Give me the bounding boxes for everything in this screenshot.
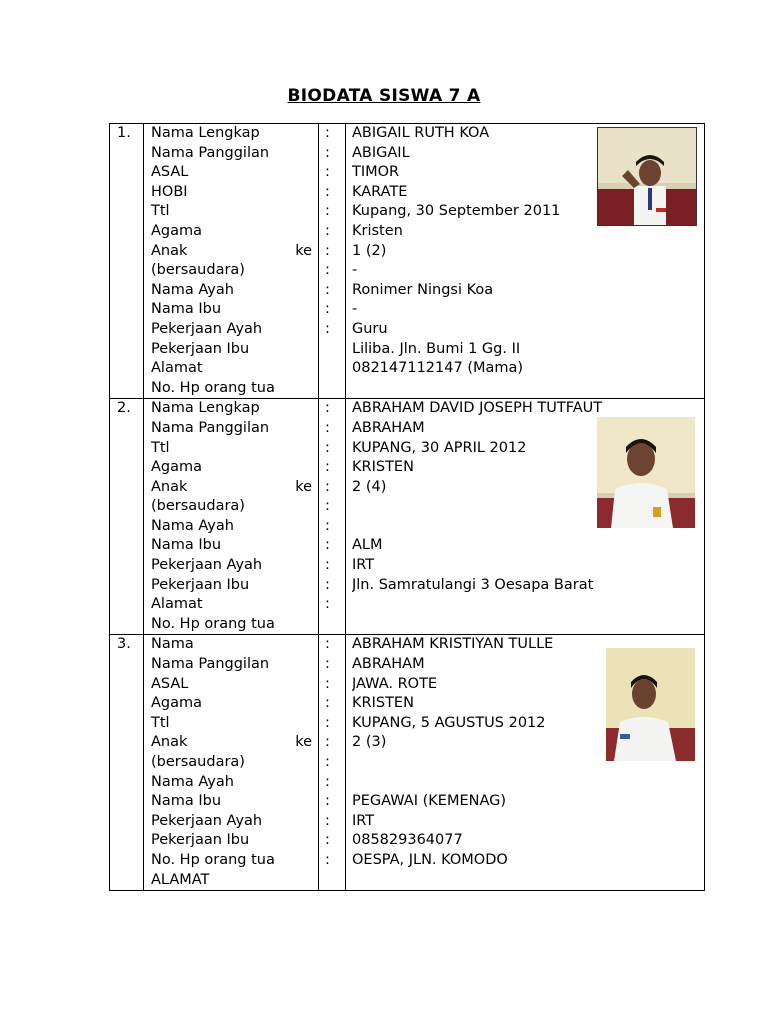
colon-separator (325, 359, 345, 379)
colon-separator: : (325, 164, 330, 181)
student-photo-3 (606, 648, 695, 761)
field-label-anak-ke (151, 242, 312, 262)
field-value: Liliba. Jln. Bumi 1 Gg. II (352, 340, 521, 357)
colon-separator: : (325, 125, 330, 141)
field-label: Pekerjaan Ibu (151, 340, 250, 357)
field-label: Pekerjaan Ibu (151, 576, 250, 593)
field-label-ke: ke (295, 734, 312, 751)
student-number-cell (110, 635, 144, 891)
field-label: No. Hp orang tua (151, 851, 275, 868)
field-label: Alamat (151, 360, 203, 377)
field-value: - (352, 301, 358, 318)
field-value: ABIGAIL RUTH KOA (352, 125, 490, 141)
field-label: Pekerjaan Ayah (151, 812, 263, 829)
field-value (352, 379, 704, 399)
field-label: Nama Lengkap (151, 400, 260, 417)
student-number: 3. (117, 636, 131, 653)
field-label: Ttl (151, 439, 170, 456)
colon-separator: : (325, 695, 330, 712)
field-label: Pekerjaan Ayah (151, 557, 263, 574)
colon-separator: : (325, 714, 330, 731)
field-label-ke: ke (295, 478, 312, 495)
colon-cell (319, 124, 346, 399)
field-value: KRISTEN (352, 459, 414, 476)
colon-cell (319, 399, 346, 635)
colon-separator: : (325, 773, 330, 790)
field-label: Pekerjaan Ibu (151, 832, 250, 849)
field-label: Nama Lengkap (151, 125, 260, 141)
colon-separator: : (325, 281, 330, 298)
colon-separator: : (325, 242, 330, 259)
colon-separator: : (325, 734, 330, 751)
field-value: 085829364077 (352, 832, 463, 849)
field-value: KUPANG, 5 AGUSTUS 2012 (352, 714, 546, 731)
colon-separator: : (325, 301, 330, 318)
colon-separator: : (325, 557, 330, 574)
field-value: ABIGAIL (352, 144, 410, 161)
field-label: Agama (151, 695, 203, 712)
colon-separator: : (325, 320, 330, 337)
field-value: Guru (352, 320, 388, 337)
colon-separator: : (325, 832, 330, 849)
field-label: Agama (151, 222, 203, 239)
field-label: Pekerjaan Ayah (151, 320, 263, 337)
field-label: Nama Panggilan (151, 656, 270, 673)
page-title: BIODATA SISWA 7 A (287, 86, 481, 106)
colon-cell (319, 635, 346, 891)
field-label: (bersaudara) (151, 754, 245, 770)
student-number: 1. (117, 125, 131, 141)
field-label: Nama Ibu (151, 301, 222, 318)
field-value: ABRAHAM KRISTIYAN TULLE (352, 636, 554, 653)
field-value: ABRAHAM (352, 419, 425, 436)
field-label: Nama (151, 636, 194, 653)
field-value: JAWA. ROTE (352, 675, 438, 692)
student-number: 2. (117, 400, 131, 417)
field-labels-cell (144, 124, 319, 399)
colon-separator: : (325, 183, 330, 200)
colon-separator (325, 615, 345, 635)
field-label: Ttl (151, 203, 170, 220)
field-value: TIMOR (352, 164, 400, 181)
colon-separator: : (325, 812, 330, 829)
field-label: Anak (151, 242, 188, 259)
field-value: Kupang, 30 September 2011 (352, 203, 561, 220)
field-labels-cell (144, 399, 319, 635)
colon-separator (325, 379, 345, 399)
colon-separator: : (325, 596, 330, 613)
field-label: Ttl (151, 714, 170, 731)
field-label-anak-ke (151, 478, 312, 498)
field-value: IRT (352, 557, 375, 574)
colon-separator (325, 340, 345, 360)
field-label: Nama Ibu (151, 793, 222, 810)
field-value: Ronimer Ningsi Koa (352, 281, 494, 298)
field-label: ASAL (151, 675, 189, 692)
field-value (352, 595, 704, 615)
field-value: 2 (4) (352, 478, 387, 495)
colon-separator: : (325, 203, 330, 220)
field-value: OESPA, JLN. KOMODO (352, 851, 508, 868)
field-label-anak-ke (151, 733, 312, 753)
field-value: Kristen (352, 222, 403, 239)
field-value: KARATE (352, 183, 408, 200)
field-label-ke: ke (295, 242, 312, 259)
colon-separator: : (325, 478, 330, 495)
field-value: Jln. Samratulangi 3 Oesapa Barat (352, 576, 594, 593)
student-number-cell (110, 399, 144, 635)
colon-separator: : (325, 439, 330, 456)
field-label: Nama Panggilan (151, 419, 270, 436)
field-value: ABRAHAM (352, 656, 425, 673)
colon-separator: : (325, 459, 330, 476)
colon-separator: : (325, 419, 330, 436)
colon-separator: : (325, 400, 330, 417)
field-label: No. Hp orang tua (151, 379, 275, 396)
colon-separator: : (325, 262, 330, 279)
field-value: 082147112147 (Mama) (352, 360, 524, 377)
field-label: Anak (151, 734, 188, 751)
colon-separator: : (325, 793, 330, 810)
field-label: Nama Panggilan (151, 144, 270, 161)
field-label: No. Hp orang tua (151, 615, 275, 632)
field-value: IRT (352, 812, 375, 829)
colon-separator: : (325, 675, 330, 692)
field-labels-cell (144, 635, 319, 891)
field-label: (bersaudara) (151, 498, 245, 515)
field-label: ALAMAT (151, 871, 210, 888)
field-label: Nama Ayah (151, 517, 234, 534)
colon-separator: : (325, 144, 330, 161)
field-value: ABRAHAM DAVID JOSEPH TUTFAUT (352, 400, 603, 417)
field-label: HOBI (151, 183, 188, 200)
field-label: Nama Ayah (151, 281, 234, 298)
field-label: Nama Ibu (151, 537, 222, 554)
colon-separator: : (325, 656, 330, 673)
field-value: - (352, 262, 358, 279)
field-value: 1 (2) (352, 242, 387, 259)
colon-separator: : (325, 851, 330, 868)
field-label: Anak (151, 478, 188, 495)
colon-separator: : (325, 517, 330, 534)
field-value: KRISTEN (352, 695, 414, 712)
field-label: ASAL (151, 164, 189, 181)
colon-separator: : (325, 498, 330, 515)
colon-separator (325, 871, 345, 891)
colon-separator: : (325, 576, 330, 593)
colon-separator: : (325, 222, 330, 239)
field-value: PEGAWAI (KEMENAG) (352, 793, 507, 810)
student-photo-2 (597, 417, 695, 528)
field-value (352, 871, 704, 891)
colon-separator: : (325, 636, 330, 653)
student-photo-1 (597, 127, 697, 226)
colon-separator: : (325, 537, 330, 554)
student-number-cell (110, 124, 144, 399)
field-label: Alamat (151, 596, 203, 613)
field-value (352, 615, 704, 635)
field-label: Agama (151, 459, 203, 476)
field-value: KUPANG, 30 APRIL 2012 (352, 439, 527, 456)
colon-separator: : (325, 754, 330, 770)
field-label: Nama Ayah (151, 773, 234, 790)
field-value: ALM (352, 537, 383, 554)
field-value: 2 (3) (352, 734, 387, 751)
field-value (352, 773, 704, 793)
field-label: (bersaudara) (151, 262, 245, 279)
